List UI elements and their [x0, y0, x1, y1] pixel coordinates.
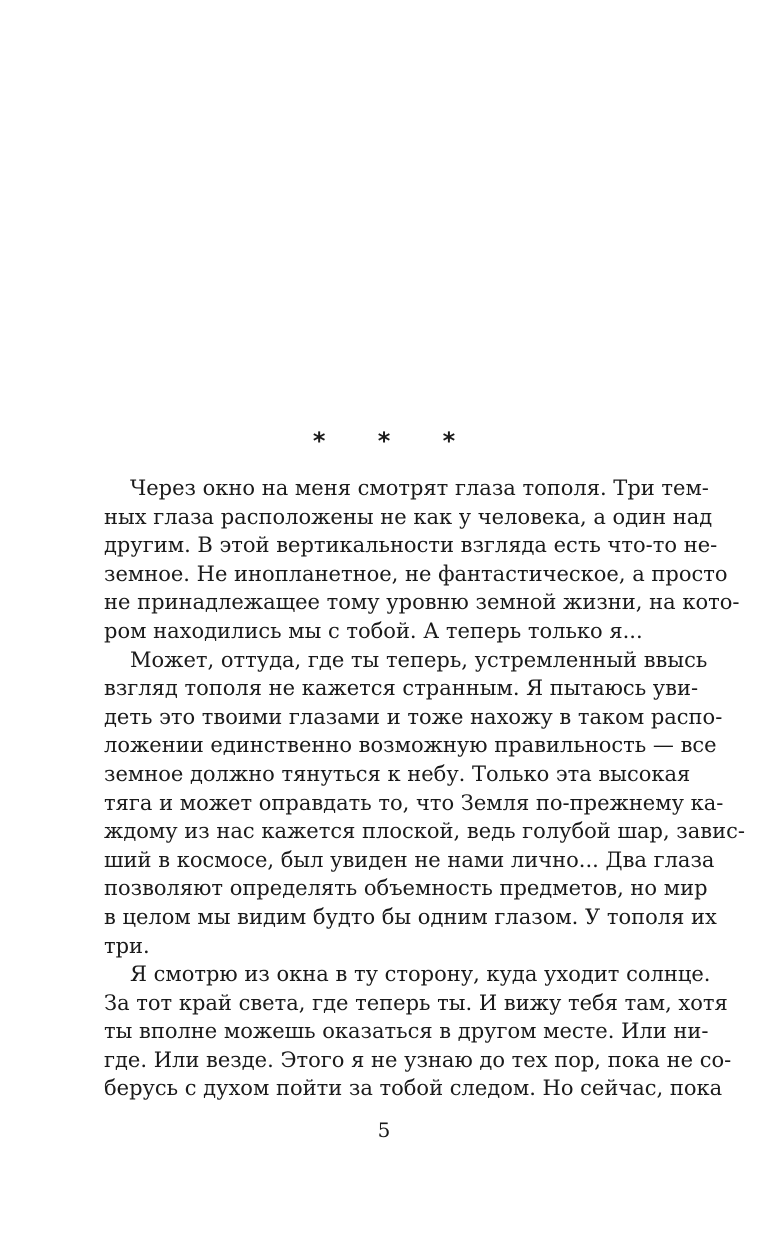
text-line: другим. В этой вертикальности взгляда есть что-то не- — [104, 533, 718, 558]
text-line: ром находились мы с тобой. А теперь только я... — [104, 618, 643, 643]
text-line: За тот край света, где теперь ты. И вижу тебя там, хотя — [104, 990, 728, 1015]
text-line: ждому из нас кажется плоской, ведь голубой шар, завис- — [104, 819, 745, 844]
text-line: где. Или везде. Этого я не узнаю до тех пор, пока не со- — [104, 1047, 732, 1072]
text-line: Через окно на меня смотрят глаза тополя. Три тем- — [130, 476, 709, 500]
body-text — [104, 474, 745, 1103]
text-line: не принадлежащее тому уровню земной жизни, на кото- — [104, 590, 740, 615]
text-line: ных глаза расположены не как у человека, а один над — [104, 504, 713, 529]
text-line: ложении единственно возможную правильность — все — [104, 733, 717, 758]
text-line: тяга и может оправдать то, что Земля по-прежнему ка- — [104, 790, 724, 815]
page-number: 5 — [377, 1118, 391, 1142]
section-separator: * * * — [312, 427, 478, 455]
text-line: взгляд тополя не кажется странным. Я пытаюсь уви- — [104, 676, 699, 701]
text-line: Может, оттуда, где ты теперь, устремленный ввысь — [130, 647, 708, 672]
text-line: в целом мы видим будто бы одним глазом. У тополя их — [104, 904, 717, 929]
text-line: земное. Не инопланетное, не фантастическое, а просто — [104, 561, 728, 586]
text-line: берусь с духом пойти за тобой следом. Но сейчас, пока — [104, 1076, 723, 1101]
text-line: деть это твоими глазами и тоже нахожу в таком распо- — [104, 704, 723, 729]
text-line: ший в космосе, был увиден не нами лично... Два глаза — [104, 847, 715, 872]
text-line: ты вполне можешь оказаться в другом месте. Или ни- — [104, 1019, 709, 1044]
text-line: Я смотрю из окна в ту сторону, куда уходит солнце. — [130, 962, 711, 987]
text-line: земное должно тянуться к небу. Только эта высокая — [104, 761, 691, 786]
text-line: три. — [104, 933, 150, 958]
text-line: позволяют определять объемность предметов, но мир — [104, 876, 708, 901]
